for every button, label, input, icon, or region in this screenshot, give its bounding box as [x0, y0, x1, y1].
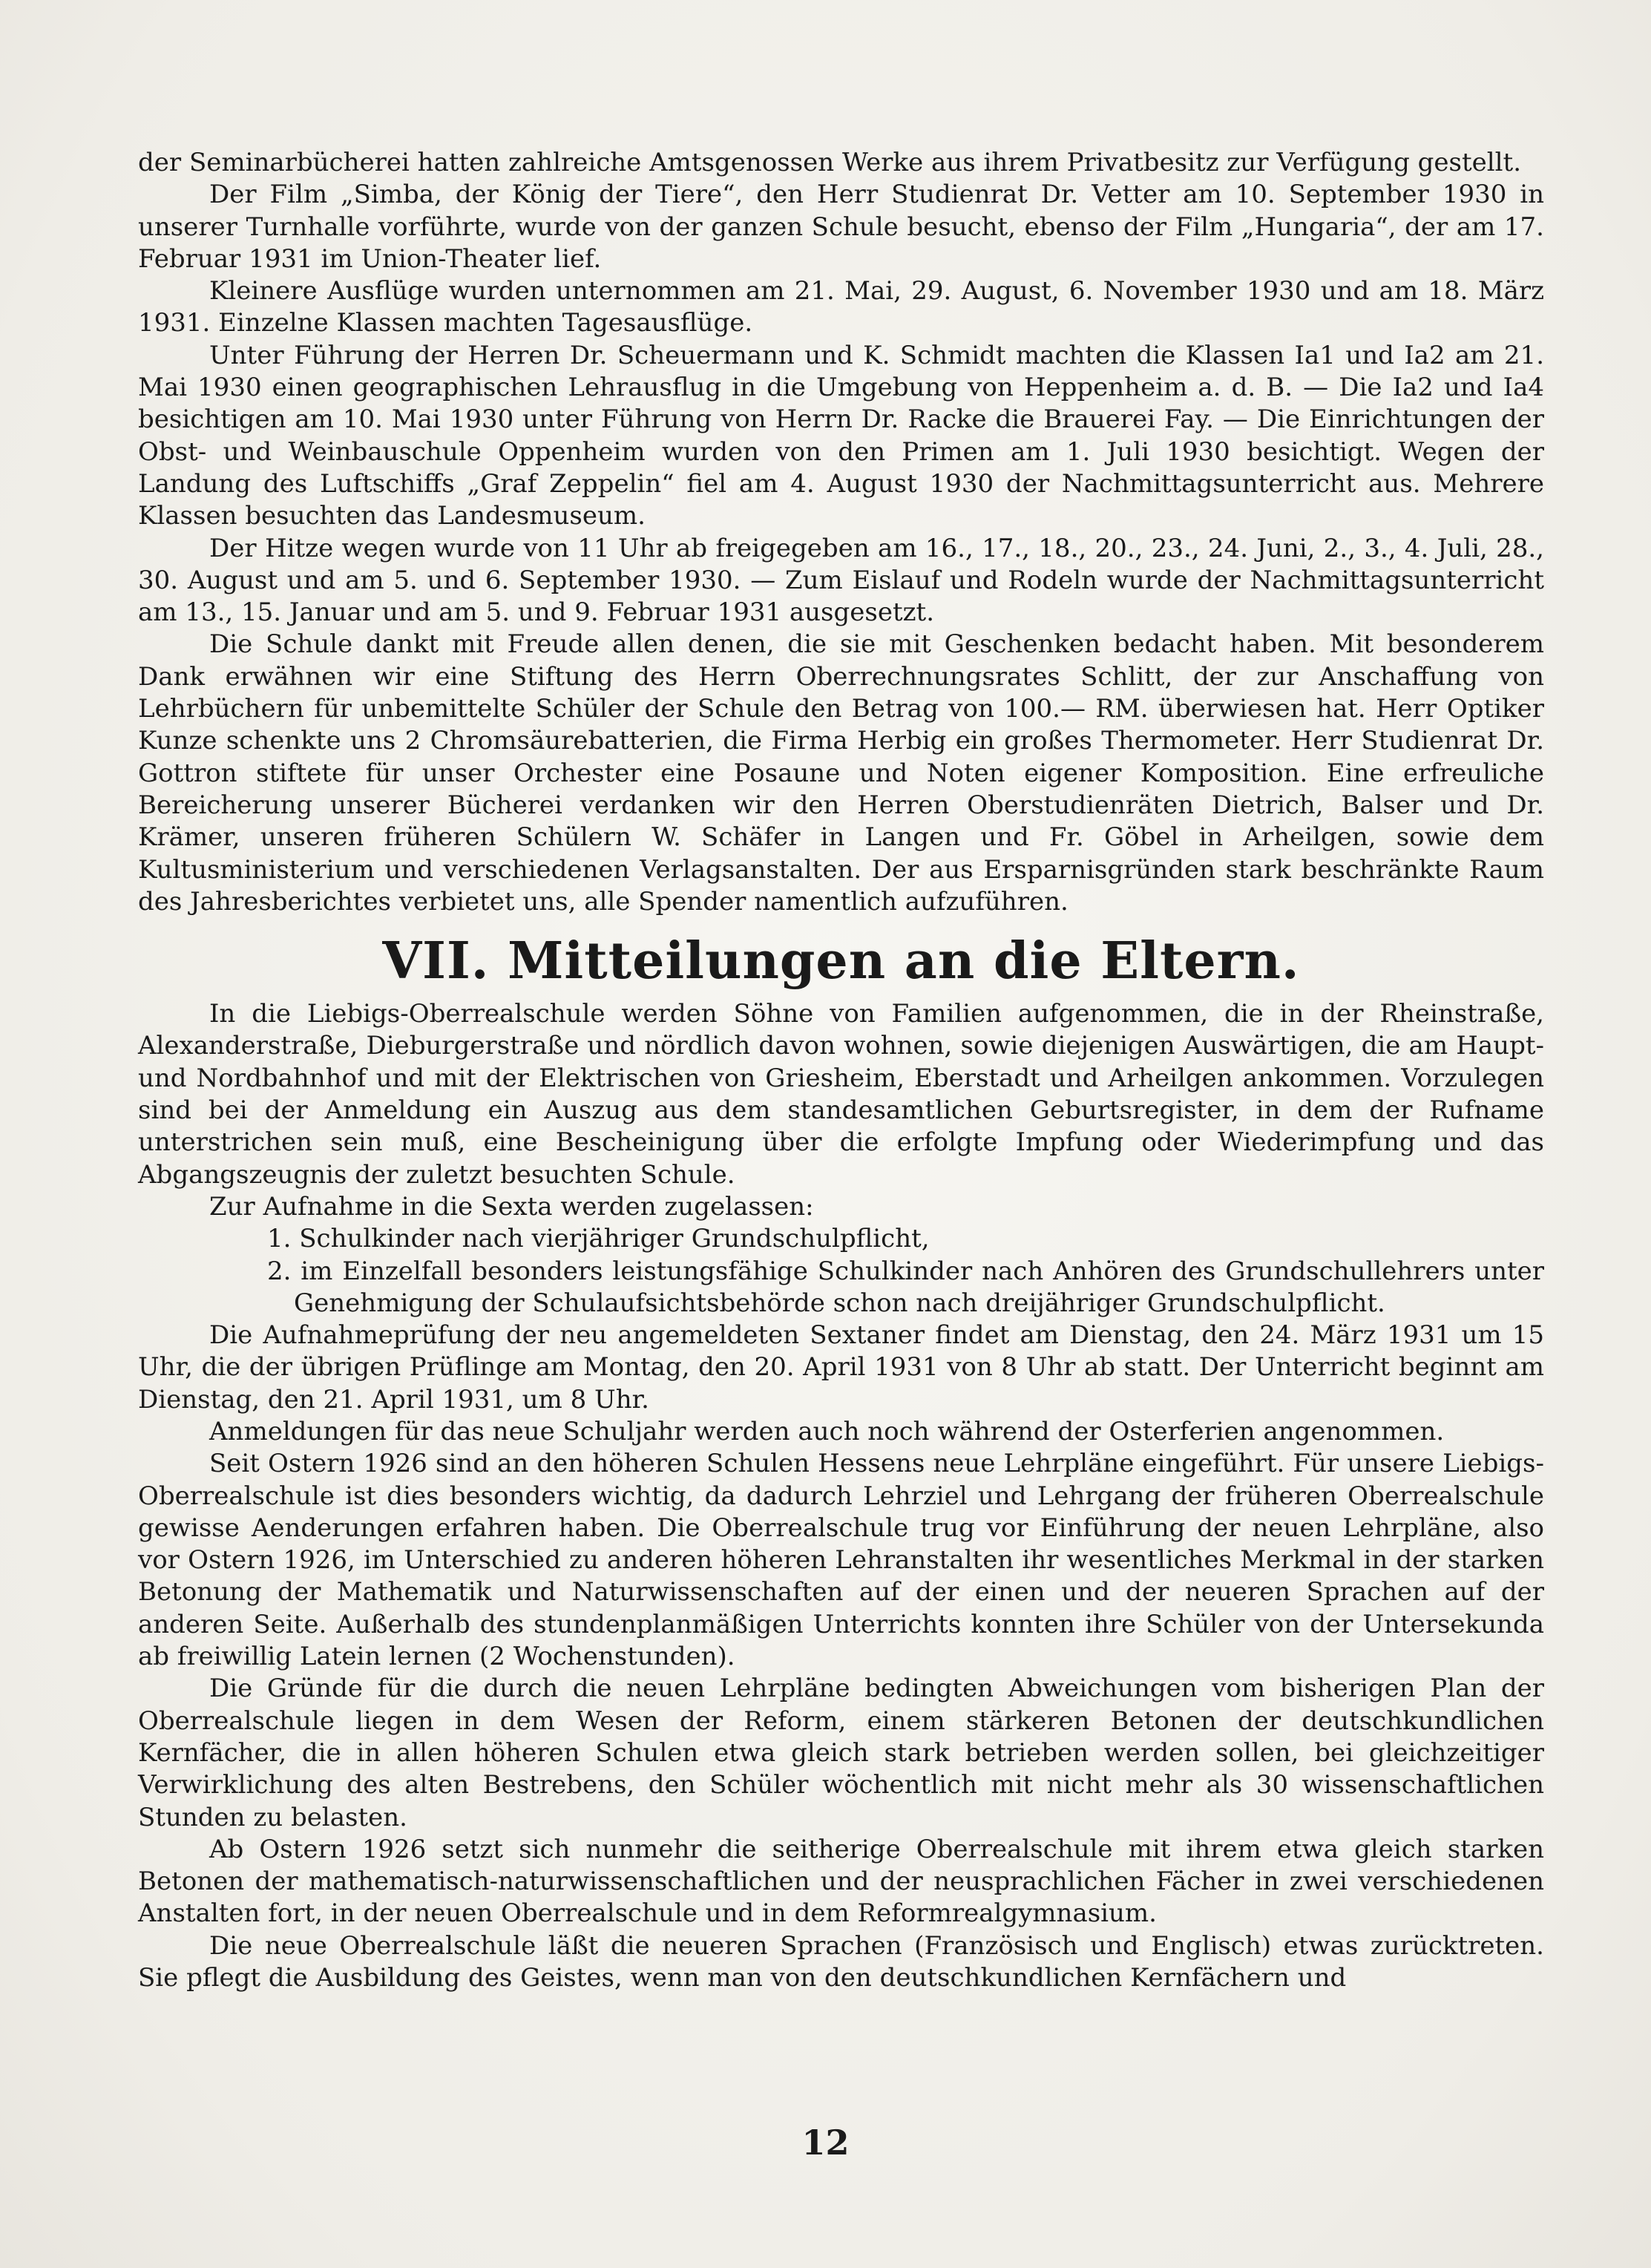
paragraph: Unter Führung der Herren Dr. Scheuermann und K. Schmidt machten die Klassen Ia1 und Ia2 am 21. Mai 1930 einen geographischen Lehrausflug in die Umgebung von Heppenheim a. d. B. — Die Ia2 und Ia4 besichtigen am 10. Mai 1930 unter Führung von Herrn Dr. Racke die Brauerei Fay. — Die Einrichtungen der Obst- und Weinbauschule Oppenheim wurden von den Primen am 1. Juli 1930 besichtigt. Wegen der Landung des Luftschiffs „Graf Zeppelin“ fiel am 4. August 1930 der Nachmittagsunterricht aus. Mehrere Klassen besuchten das Landesmuseum. — [138, 340, 1544, 531]
paragraph: Seit Ostern 1926 sind an den höheren Schulen Hessens neue Lehrpläne eingeführt. Für unsere Liebigs-Oberrealschule ist dies besonders wichtig, da dadurch Lehrziel und Lehrgang der früheren Oberrealschule gewisse Aenderungen erfahren haben. Die Oberrealschule trug vor Einführung der neuen Lehrpläne, also vor Ostern 1926, im Unterschied zu anderen höheren Lehranstalten ihr wesentliches Merkmal in der starken Betonung der Mathematik und Naturwissenschaften auf der einen und der neueren Sprachen auf der anderen Seite. Außerhalb des stundenplanmäßigen Unterrichts konnten ihre Schüler von der Untersekunda ab freiwillig Latein lernen (2 Wochenstunden). — [138, 1449, 1544, 1672]
paragraph: Die Schule dankt mit Freude allen denen, die sie mit Geschenken bedacht haben. Mit besonderem Dank erwähnen wir eine Stiftung des Herrn Oberrechnungsrates Schlitt, der zur Anschaffung von Lehrbüchern für unbemittelte Schüler der Schule den Betrag von 100.— RM. überwiesen hat. Herr Optiker Kunze schenkte uns 2 Chromsäurebatterien, die Firma Herbig ein großes Thermometer. Herr Studienrat Dr. Gottron stiftete für unser Orchester eine Posaune und Noten eigener Komposition. Eine erfreuliche Bereicherung unserer Bücherei verdanken wir den Herren Oberstudienräten Dietrich, Balser und Dr. Krämer, unseren früheren Schülern W. Schäfer in Langen und Fr. Göbel in Arheilgen, sowie dem Kultusministerium und verschiedenen Verlagsanstalten. Der aus Ersparnisgründen stark beschränkte Raum des Jahresberichtes verbietet uns, alle Spender namentlich aufzuführen. — [138, 629, 1544, 917]
admission-list — [138, 1223, 1544, 1320]
list-item: 2. im Einzelfall besonders leistungsfähige Schulkinder nach Anhören des Grundschullehrers unter Genehmigung der Schulaufsichtsbehörde schon nach dreijähriger Grundschulpflicht. — [267, 1256, 1544, 1318]
list-item: 1. Schulkinder nach vierjähriger Grundschulpflicht, — [267, 1224, 930, 1254]
page-number: 12 — [801, 2123, 850, 2163]
paragraph: Anmeldungen für das neue Schuljahr werden auch noch während der Osterferien angenommen. — [209, 1416, 1445, 1446]
paragraph: Der Hitze wegen wurde von 11 Uhr ab freigegeben am 16., 17., 18., 20., 23., 24. Juni, 2., 3., 4. Juli, 28., 30. August und am 5. und 6. September 1930. — Zum Eislauf und Rodeln wurde der Nachmittagsunterricht am 13., 15. Januar und am 5. und 9. Februar 1931 ausgesetzt. — [138, 533, 1544, 628]
paragraph: der Seminarbücherei hatten zahlreiche Amtsgenossen Werke aus ihrem Privatbesitz zur Verfügung gestellt. — [138, 148, 1522, 177]
paragraph: In die Liebigs-Oberrealschule werden Söhne von Familien aufgenommen, die in der Rheinstraße, Alexanderstraße, Dieburgerstraße und nördlich davon wohnen, sowie diejenigen Auswärtigen, die am Haupt- und Nordbahnhof und mit der Elektrischen von Griesheim, Eberstadt und Arheilgen ankommen. Vorzulegen sind bei der Anmeldung ein Auszug aus dem standesamtlichen Geburtsregister, in dem der Rufname unterstrichen sein muß, eine Bescheinigung über die erfolgte Impfung oder Wiederimpfung und das Abgangszeugnis der zuletzt besuchten Schule. — [138, 999, 1544, 1190]
paragraph: Zur Aufnahme in die Sexta werden zugelassen: — [209, 1191, 814, 1222]
section-heading: VII. Mitteilungen an die Eltern. — [382, 931, 1300, 992]
paragraph: Der Film „Simba, der König der Tiere“, den Herr Studienrat Dr. Vetter am 10. September 1930 in unserer Turnhalle vorführte, wurde von der ganzen Schule besucht, ebenso der Film „Hungaria“, der am 17. Februar 1931 im Union-Theater lief. — [138, 180, 1544, 274]
paragraph: Die Aufnahmeprüfung der neu angemeldeten Sextaner findet am Dienstag, den 24. März 1931 um 15 Uhr, die der übrigen Prüflinge am Montag, den 20. April 1931 von 8 Uhr ab statt. Der Unterricht beginnt am Dienstag, den 21. April 1931, um 8 Uhr. — [138, 1320, 1544, 1415]
paragraph: Die Gründe für die durch die neuen Lehrpläne bedingten Abweichungen vom bisherigen Plan der Oberrealschule liegen in dem Wesen der Reform, einem stärkeren Betonen der deutschkundlichen Kernfächer, die in allen höheren Schulen etwa gleich stark betrieben werden sollen, bei gleichzeitiger Verwirklichung des alten Bestrebens, den Schüler wöchentlich mit nicht mehr als 30 wissenschaftlichen Stunden zu belasten. — [138, 1674, 1544, 1832]
body-text — [138, 147, 1544, 1994]
paragraph: Die neue Oberrealschule läßt die neueren Sprachen (Französisch und Englisch) etwas zurücktreten. Sie pflegt die Ausbildung des Geistes, wenn man von den deutschkundlichen Kernfächern und — [138, 1930, 1544, 1993]
paragraph: Kleinere Ausflüge wurden unternommen am 21. Mai, 29. August, 6. November 1930 und am 18. März 1931. Einzelne Klassen machten Tagesausflüge. — [138, 276, 1544, 338]
paragraph: Ab Ostern 1926 setzt sich nunmehr die seitherige Oberrealschule mit ihrem etwa gleich starken Betonen der mathematisch-naturwissenschaftlichen und der neusprachlichen Fächer in zwei verschiedenen Anstalten fort, in der neuen Oberrealschule und in dem Reformrealgymnasium. — [138, 1834, 1544, 1929]
